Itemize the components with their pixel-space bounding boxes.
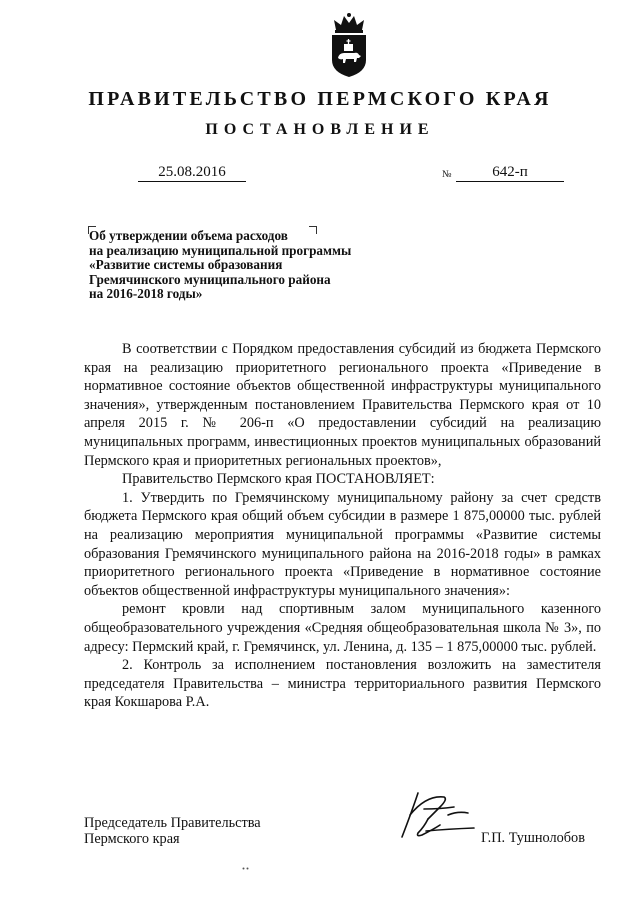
- decree-paragraph: Правительство Пермского края ПОСТАНОВЛЯЕТ:: [122, 471, 435, 488]
- document-number: 642-п: [456, 163, 564, 182]
- document-body: [84, 340, 601, 712]
- subject-line: на 2016-2018 годы»: [89, 286, 203, 302]
- handwritten-signature-icon: [388, 785, 484, 847]
- number-sign: №: [442, 169, 452, 180]
- signer-position-line: Председатель Правительства: [84, 815, 261, 831]
- item-1-detail-paragraph: ремонт кровли над спортивным залом муниципального казенного общеобразовательного учреждения «Средняя общеобразовательная школа № 3», по адресу: Пермский край, г. Гремячинск, ул. Ленина, д. 135 – 1 875,00000 тыс. рублей.: [84, 601, 601, 655]
- subject-line: Гремячинского муниципального района: [89, 271, 331, 287]
- subject-line: на реализацию муниципальной программы: [89, 242, 352, 258]
- signer-name: Г.П. Тушнолобов: [481, 830, 585, 846]
- signer-position: [84, 816, 261, 847]
- coat-of-arms-icon: [328, 12, 370, 78]
- document-subject: [89, 229, 419, 302]
- subject-line: Об утверждении объема расходов: [89, 228, 288, 243]
- scan-speck: [242, 867, 250, 870]
- government-title: ПРАВИТЕЛЬСТВО ПЕРМСКОГО КРАЯ: [88, 88, 552, 110]
- subject-line: «Развитие системы образования: [89, 257, 283, 273]
- document-type: ПОСТАНОВЛЕНИЕ: [205, 121, 435, 138]
- preamble-paragraph: В соответствии с Порядком предоставления субсидий из бюджета Пермского края на реализацию приоритетного регионального проекта «Приведение в нормативное состояние объектов общественной инфраструктуры муниципального значения», утвержденным постановлением Правительства Пермского края от 10 апреля 2015 г. № 206-п «О предоставлении субсидий на реализацию муниципальных программ, инвестиционных проектов муниципальных образований Пермского края и приоритетных региональных проектов»,: [84, 341, 601, 469]
- document-date: 25.08.2016: [138, 163, 246, 182]
- item-2-paragraph: 2. Контроль за исполнением постановления возложить на заместителя председателя Правительства – министра территориального развития Пермского края Кокшарова Р.А.: [84, 657, 601, 711]
- item-1-paragraph: 1. Утвердить по Гремячинскому муниципальному району за счет средств бюджета Пермского края общий объем субсидии в размере 1 875,00000 тыс. рублей на реализацию мероприятия муниципальной программы «Развитие системы образования Гремячинского муниципального района на 2016-2018 годы» в рамках приоритетного регионального проекта «Приведение в нормативное состояние объектов общественной инфраструктуры муниципального значения»:: [84, 489, 601, 599]
- signer-position-line: Пермского края: [84, 830, 180, 847]
